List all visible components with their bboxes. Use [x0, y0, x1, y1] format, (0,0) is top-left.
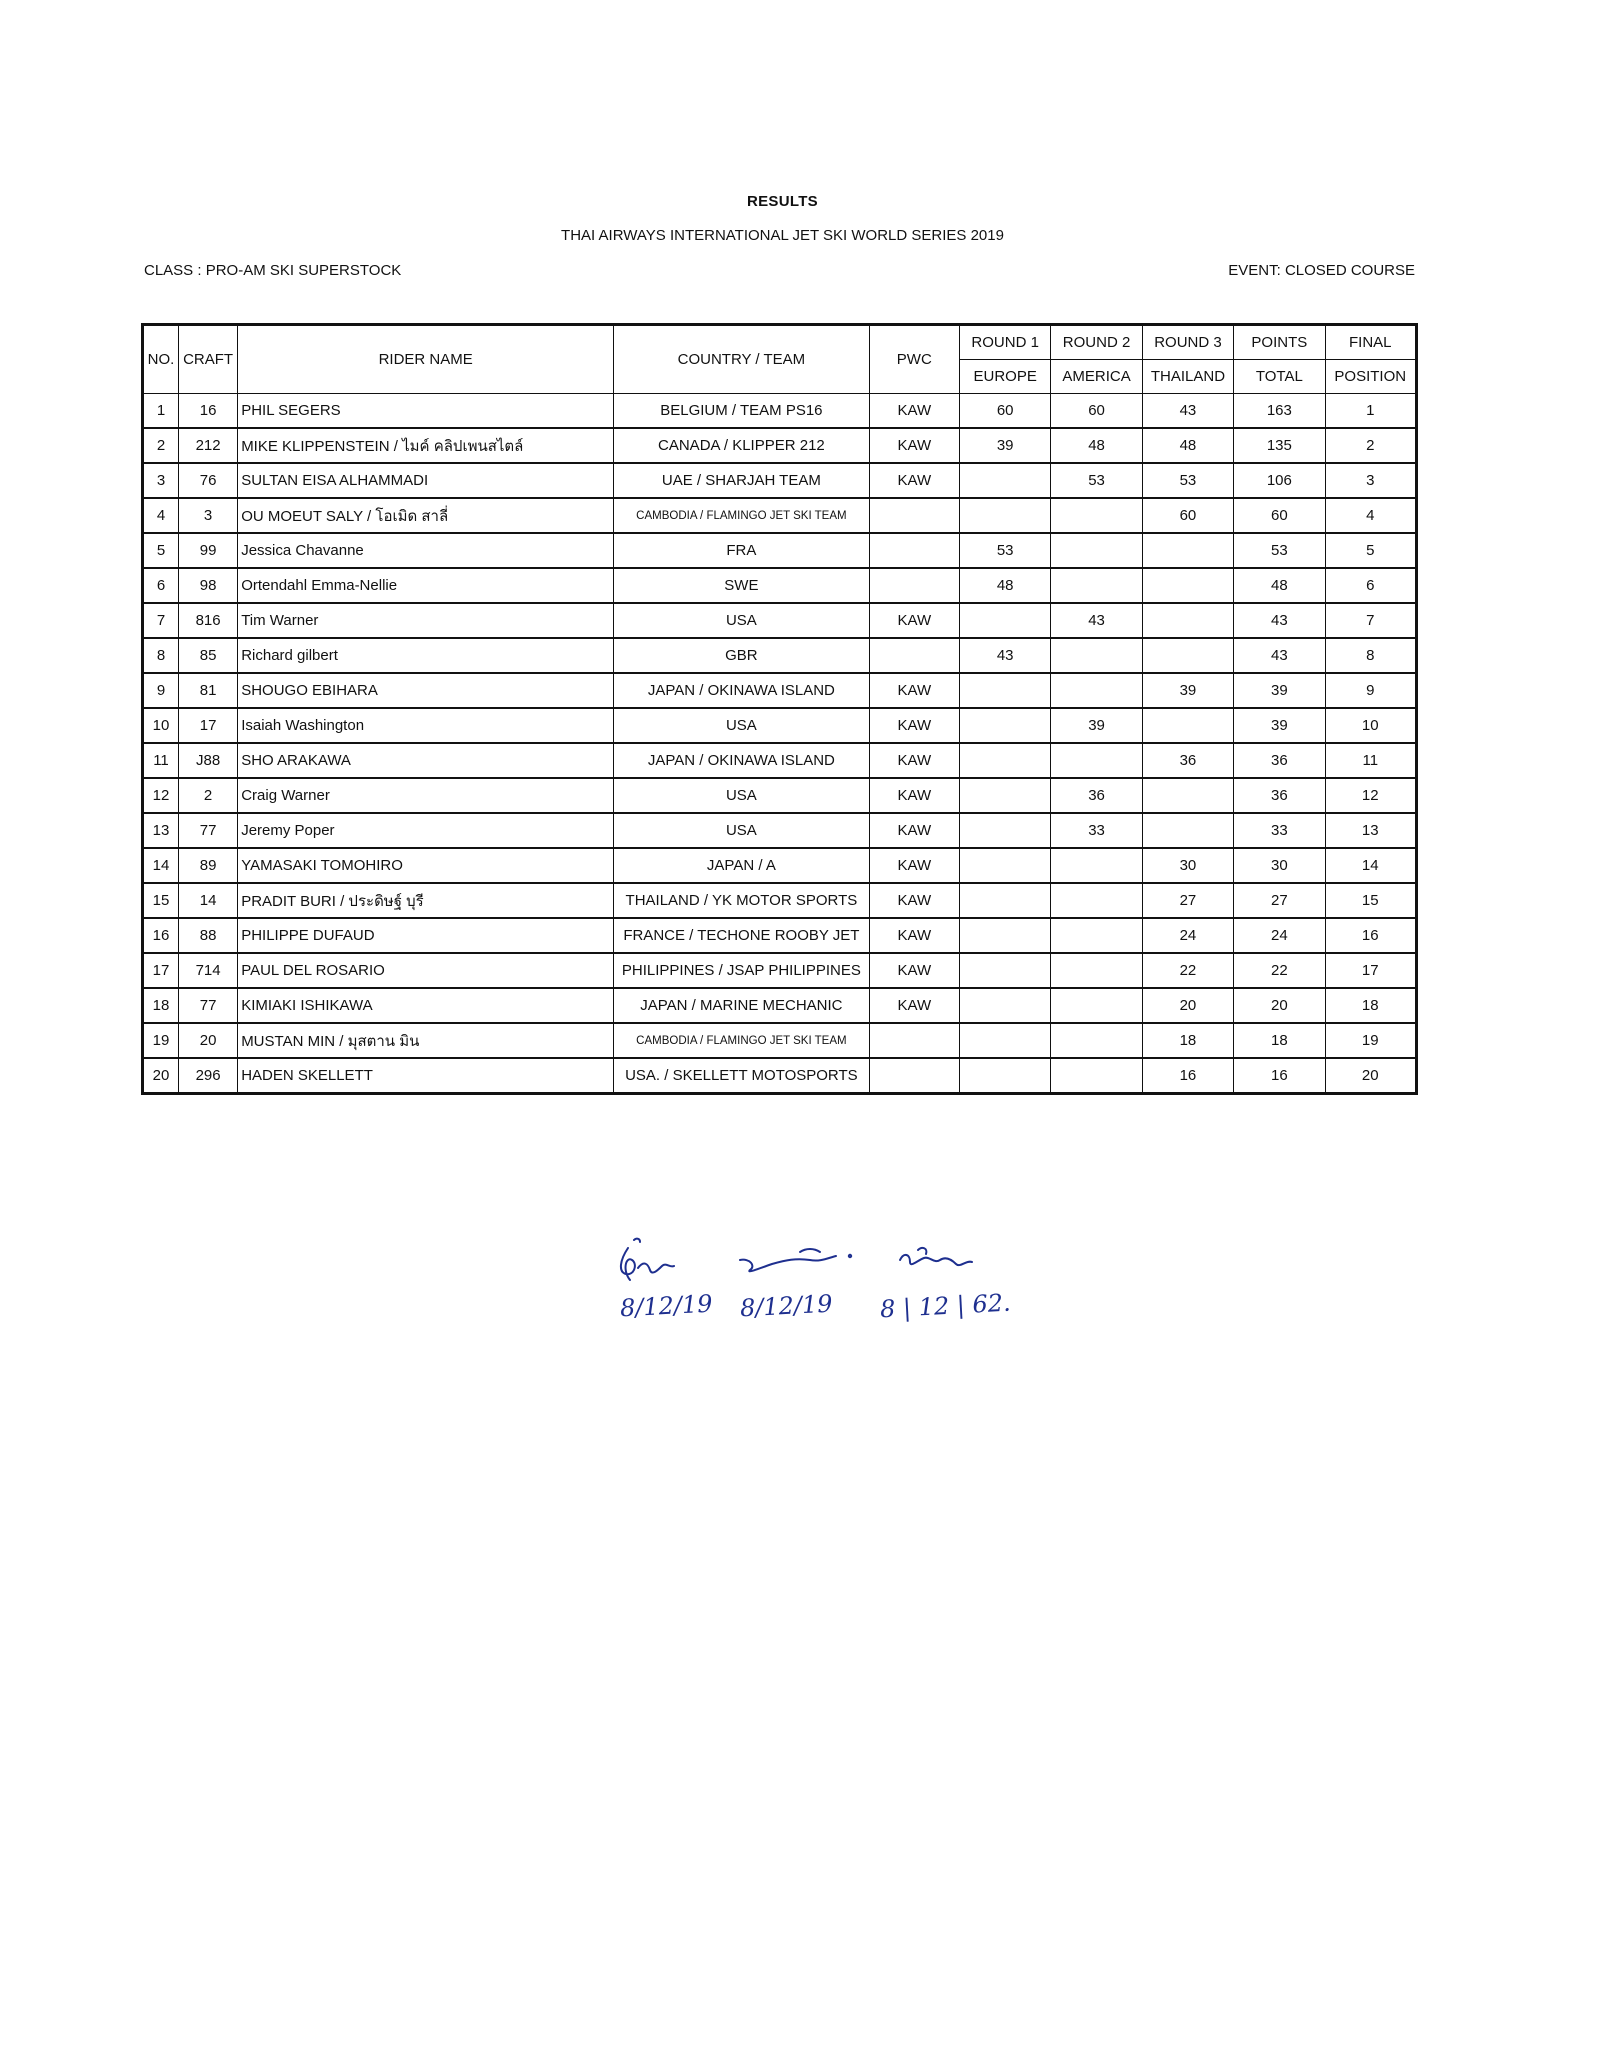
- cell-round3: 16: [1142, 1058, 1233, 1094]
- cell-points-total: 48: [1234, 568, 1325, 603]
- cell-pwc: KAW: [869, 603, 959, 638]
- cell-rider-name: Craig Warner: [238, 778, 614, 813]
- signature-date: 8/12/19: [619, 1289, 714, 1323]
- cell-final-position: 9: [1325, 673, 1416, 708]
- table-row: [143, 1023, 1417, 1058]
- cell-rider-name: SULTAN EISA ALHAMMADI: [238, 463, 614, 498]
- cell-no: 2: [143, 428, 179, 463]
- cell-country-team: USA: [614, 708, 869, 743]
- cell-round1: [959, 498, 1050, 533]
- cell-country-team: USA: [614, 603, 869, 638]
- cell-round3: [1142, 603, 1233, 638]
- cell-round3: [1142, 568, 1233, 603]
- cell-no: 5: [143, 533, 179, 568]
- cell-rider-name: Richard gilbert: [238, 638, 614, 673]
- cell-round2: [1051, 498, 1142, 533]
- cell-points-total: 22: [1234, 953, 1325, 988]
- cell-round2: [1051, 883, 1142, 918]
- cell-points-total: 106: [1234, 463, 1325, 498]
- cell-rider-name: PHILIPPE DUFAUD: [238, 918, 614, 953]
- cell-round2: [1051, 988, 1142, 1023]
- cell-country-team: USA: [614, 778, 869, 813]
- cell-final-position: 12: [1325, 778, 1416, 813]
- cell-round2: 43: [1051, 603, 1142, 638]
- table-row: [143, 708, 1417, 743]
- table-row: [143, 568, 1417, 603]
- cell-final-position: 8: [1325, 638, 1416, 673]
- cell-final-position: 19: [1325, 1023, 1416, 1058]
- header-pwc: PWC: [869, 325, 959, 394]
- cell-final-position: 6: [1325, 568, 1416, 603]
- table-row: [143, 848, 1417, 883]
- cell-points-total: 43: [1234, 638, 1325, 673]
- cell-country-team: THAILAND / YK MOTOR SPORTS: [614, 883, 869, 918]
- table-row: [143, 394, 1417, 429]
- cell-points-total: 60: [1234, 498, 1325, 533]
- cell-points-total: 135: [1234, 428, 1325, 463]
- cell-final-position: 4: [1325, 498, 1416, 533]
- cell-country-team: JAPAN / MARINE MECHANIC: [614, 988, 869, 1023]
- cell-round2: [1051, 533, 1142, 568]
- cell-points-total: 36: [1234, 778, 1325, 813]
- cell-pwc: KAW: [869, 463, 959, 498]
- cell-final-position: 2: [1325, 428, 1416, 463]
- cell-final-position: 18: [1325, 988, 1416, 1023]
- cell-round3: [1142, 778, 1233, 813]
- cell-no: 16: [143, 918, 179, 953]
- cell-country-team: JAPAN / OKINAWA ISLAND: [614, 743, 869, 778]
- cell-round3: 39: [1142, 673, 1233, 708]
- cell-craft: 77: [179, 988, 238, 1023]
- cell-rider-name: PRADIT BURI / ประดิษฐ์ บุรี: [238, 883, 614, 918]
- cell-final-position: 17: [1325, 953, 1416, 988]
- cell-pwc: KAW: [869, 778, 959, 813]
- cell-round3: 36: [1142, 743, 1233, 778]
- cell-final-position: 15: [1325, 883, 1416, 918]
- header-points-top: POINTS: [1234, 325, 1325, 360]
- cell-round3: 30: [1142, 848, 1233, 883]
- cell-final-position: 1: [1325, 394, 1416, 429]
- cell-round2: [1051, 1023, 1142, 1058]
- cell-round2: 48: [1051, 428, 1142, 463]
- header-round2-top: ROUND 2: [1051, 325, 1142, 360]
- cell-round1: [959, 953, 1050, 988]
- cell-round2: 36: [1051, 778, 1142, 813]
- cell-rider-name: YAMASAKI TOMOHIRO: [238, 848, 614, 883]
- cell-round1: [959, 883, 1050, 918]
- cell-round1: 43: [959, 638, 1050, 673]
- cell-no: 7: [143, 603, 179, 638]
- cell-round2: [1051, 743, 1142, 778]
- header-no: NO.: [143, 325, 179, 394]
- table-row: [143, 813, 1417, 848]
- cell-craft: J88: [179, 743, 238, 778]
- cell-craft: 212: [179, 428, 238, 463]
- cell-final-position: 16: [1325, 918, 1416, 953]
- event-label: EVENT: CLOSED COURSE: [1228, 262, 1415, 279]
- cell-no: 9: [143, 673, 179, 708]
- cell-craft: 714: [179, 953, 238, 988]
- cell-craft: 76: [179, 463, 238, 498]
- cell-round1: 39: [959, 428, 1050, 463]
- cell-points-total: 18: [1234, 1023, 1325, 1058]
- cell-rider-name: Jeremy Poper: [238, 813, 614, 848]
- cell-round1: [959, 1023, 1050, 1058]
- cell-country-team: PHILIPPINES / JSAP PHILIPPINES: [614, 953, 869, 988]
- cell-round3: 24: [1142, 918, 1233, 953]
- cell-final-position: 14: [1325, 848, 1416, 883]
- cell-no: 3: [143, 463, 179, 498]
- cell-rider-name: PHIL SEGERS: [238, 394, 614, 429]
- cell-round1: 60: [959, 394, 1050, 429]
- cell-pwc: KAW: [869, 708, 959, 743]
- cell-craft: 81: [179, 673, 238, 708]
- table-row: [143, 673, 1417, 708]
- cell-no: 13: [143, 813, 179, 848]
- cell-country-team: CANADA / KLIPPER 212: [614, 428, 869, 463]
- cell-round2: [1051, 1058, 1142, 1094]
- cell-round1: [959, 603, 1050, 638]
- cell-craft: 89: [179, 848, 238, 883]
- table-row: [143, 428, 1417, 463]
- cell-rider-name: HADEN SKELLETT: [238, 1058, 614, 1094]
- cell-pwc: [869, 533, 959, 568]
- cell-round2: [1051, 848, 1142, 883]
- cell-pwc: KAW: [869, 673, 959, 708]
- cell-round3: 22: [1142, 953, 1233, 988]
- cell-pwc: KAW: [869, 848, 959, 883]
- cell-no: 19: [143, 1023, 179, 1058]
- cell-no: 15: [143, 883, 179, 918]
- cell-points-total: 20: [1234, 988, 1325, 1023]
- cell-points-total: 39: [1234, 708, 1325, 743]
- cell-round1: [959, 463, 1050, 498]
- cell-pwc: [869, 1058, 959, 1094]
- header-round3-top: ROUND 3: [1142, 325, 1233, 360]
- table-row: [143, 463, 1417, 498]
- cell-rider-name: PAUL DEL ROSARIO: [238, 953, 614, 988]
- cell-round3: 53: [1142, 463, 1233, 498]
- cell-round2: 60: [1051, 394, 1142, 429]
- handwritten-signatures: [600, 1230, 1020, 1340]
- cell-craft: 98: [179, 568, 238, 603]
- cell-country-team: USA: [614, 813, 869, 848]
- cell-final-position: 5: [1325, 533, 1416, 568]
- cell-round3: [1142, 708, 1233, 743]
- cell-craft: 77: [179, 813, 238, 848]
- cell-round1: [959, 778, 1050, 813]
- cell-pwc: KAW: [869, 918, 959, 953]
- cell-rider-name: MUSTAN MIN / มุสตาน มิน: [238, 1023, 614, 1058]
- table-row: [143, 603, 1417, 638]
- header-round2-bottom: AMERICA: [1051, 360, 1142, 394]
- cell-points-total: 27: [1234, 883, 1325, 918]
- header-final-top: FINAL: [1325, 325, 1416, 360]
- cell-pwc: KAW: [869, 428, 959, 463]
- cell-no: 6: [143, 568, 179, 603]
- cell-no: 20: [143, 1058, 179, 1094]
- cell-pwc: KAW: [869, 953, 959, 988]
- cell-no: 14: [143, 848, 179, 883]
- cell-country-team: JAPAN / OKINAWA ISLAND: [614, 673, 869, 708]
- cell-rider-name: Tim Warner: [238, 603, 614, 638]
- table-row: [143, 743, 1417, 778]
- cell-craft: 17: [179, 708, 238, 743]
- cell-points-total: 16: [1234, 1058, 1325, 1094]
- cell-pwc: KAW: [869, 743, 959, 778]
- cell-pwc: [869, 568, 959, 603]
- cell-round3: 20: [1142, 988, 1233, 1023]
- cell-final-position: 11: [1325, 743, 1416, 778]
- cell-craft: 296: [179, 1058, 238, 1094]
- cell-no: 10: [143, 708, 179, 743]
- cell-round3: 60: [1142, 498, 1233, 533]
- cell-round2: [1051, 638, 1142, 673]
- cell-final-position: 3: [1325, 463, 1416, 498]
- cell-round1: [959, 813, 1050, 848]
- cell-round3: [1142, 813, 1233, 848]
- results-table: [141, 323, 1418, 1095]
- cell-round1: [959, 708, 1050, 743]
- cell-rider-name: Jessica Chavanne: [238, 533, 614, 568]
- cell-country-team: SWE: [614, 568, 869, 603]
- cell-craft: 816: [179, 603, 238, 638]
- cell-pwc: [869, 498, 959, 533]
- cell-points-total: 163: [1234, 394, 1325, 429]
- header-final-bottom: POSITION: [1325, 360, 1416, 394]
- table-header: [143, 325, 1417, 394]
- table-row: [143, 498, 1417, 533]
- table-row: [143, 953, 1417, 988]
- cell-craft: 20: [179, 1023, 238, 1058]
- cell-final-position: 13: [1325, 813, 1416, 848]
- cell-round1: [959, 1058, 1050, 1094]
- cell-round2: [1051, 953, 1142, 988]
- cell-country-team: USA. / SKELLETT MOTOSPORTS: [614, 1058, 869, 1094]
- cell-country-team: GBR: [614, 638, 869, 673]
- cell-round1: [959, 673, 1050, 708]
- cell-round3: 27: [1142, 883, 1233, 918]
- cell-points-total: 30: [1234, 848, 1325, 883]
- cell-points-total: 43: [1234, 603, 1325, 638]
- class-label: CLASS : PRO-AM SKI SUPERSTOCK: [144, 262, 402, 279]
- table-row: [143, 988, 1417, 1023]
- cell-no: 17: [143, 953, 179, 988]
- cell-no: 4: [143, 498, 179, 533]
- cell-final-position: 7: [1325, 603, 1416, 638]
- table-row: [143, 638, 1417, 673]
- cell-rider-name: MIKE KLIPPENSTEIN / ไมค์ คลิปเพนสไตล์: [238, 428, 614, 463]
- header-country-team: COUNTRY / TEAM: [614, 325, 869, 394]
- cell-rider-name: SHOUGO EBIHARA: [238, 673, 614, 708]
- cell-rider-name: SHO ARAKAWA: [238, 743, 614, 778]
- cell-round1: [959, 988, 1050, 1023]
- cell-no: 1: [143, 394, 179, 429]
- cell-round2: [1051, 673, 1142, 708]
- cell-round2: 39: [1051, 708, 1142, 743]
- cell-pwc: KAW: [869, 988, 959, 1023]
- cell-pwc: KAW: [869, 883, 959, 918]
- signature-date: 8 | 12 | 62.: [879, 1288, 1012, 1324]
- cell-round1: 48: [959, 568, 1050, 603]
- cell-round3: 43: [1142, 394, 1233, 429]
- cell-craft: 16: [179, 394, 238, 429]
- cell-no: 8: [143, 638, 179, 673]
- cell-points-total: 33: [1234, 813, 1325, 848]
- cell-pwc: KAW: [869, 813, 959, 848]
- cell-craft: 88: [179, 918, 238, 953]
- table-row: [143, 778, 1417, 813]
- header-round1-top: ROUND 1: [959, 325, 1050, 360]
- document-subtitle: THAI AIRWAYS INTERNATIONAL JET SKI WORLD SERIES 2019: [561, 227, 1004, 244]
- document-title: RESULTS: [747, 193, 818, 210]
- table-row: [143, 1058, 1417, 1094]
- cell-pwc: [869, 638, 959, 673]
- cell-rider-name: Isaiah Washington: [238, 708, 614, 743]
- cell-round1: [959, 743, 1050, 778]
- cell-pwc: [869, 1023, 959, 1058]
- cell-rider-name: Ortendahl Emma-Nellie: [238, 568, 614, 603]
- cell-round3: [1142, 638, 1233, 673]
- header-rider-name: RIDER NAME: [238, 325, 614, 394]
- cell-craft: 85: [179, 638, 238, 673]
- cell-country-team: FRA: [614, 533, 869, 568]
- cell-final-position: 10: [1325, 708, 1416, 743]
- cell-round3: [1142, 533, 1233, 568]
- cell-country-team: UAE / SHARJAH TEAM: [614, 463, 869, 498]
- signatures-block: [600, 1230, 1020, 1340]
- cell-points-total: 53: [1234, 533, 1325, 568]
- header-points-bottom: TOTAL: [1234, 360, 1325, 394]
- cell-craft: 14: [179, 883, 238, 918]
- cell-no: 11: [143, 743, 179, 778]
- cell-country-team: JAPAN / A: [614, 848, 869, 883]
- cell-round2: 53: [1051, 463, 1142, 498]
- cell-country-team: FRANCE / TECHONE ROOBY JET: [614, 918, 869, 953]
- cell-no: 18: [143, 988, 179, 1023]
- cell-round3: 18: [1142, 1023, 1233, 1058]
- cell-rider-name: KIMIAKI ISHIKAWA: [238, 988, 614, 1023]
- cell-country-team: CAMBODIA / FLAMINGO JET SKI TEAM: [614, 498, 869, 533]
- cell-points-total: 39: [1234, 673, 1325, 708]
- cell-country-team: BELGIUM / TEAM PS16: [614, 394, 869, 429]
- header-craft: CRAFT: [179, 325, 238, 394]
- header-round1-bottom: EUROPE: [959, 360, 1050, 394]
- cell-country-team: CAMBODIA / FLAMINGO JET SKI TEAM: [614, 1023, 869, 1058]
- cell-round2: [1051, 918, 1142, 953]
- signature-date: 8/12/19: [739, 1289, 834, 1323]
- cell-no: 12: [143, 778, 179, 813]
- cell-round2: [1051, 568, 1142, 603]
- table-row: [143, 533, 1417, 568]
- table-row: [143, 918, 1417, 953]
- cell-points-total: 36: [1234, 743, 1325, 778]
- cell-round1: [959, 848, 1050, 883]
- header-round3-bottom: THAILAND: [1142, 360, 1233, 394]
- cell-round3: 48: [1142, 428, 1233, 463]
- table-body: [143, 394, 1417, 1094]
- cell-round1: 53: [959, 533, 1050, 568]
- cell-pwc: KAW: [869, 394, 959, 429]
- cell-craft: 2: [179, 778, 238, 813]
- cell-round1: [959, 918, 1050, 953]
- cell-points-total: 24: [1234, 918, 1325, 953]
- table-row: [143, 883, 1417, 918]
- cell-rider-name: OU MOEUT SALY / โอเมิด สาลี่: [238, 498, 614, 533]
- cell-craft: 99: [179, 533, 238, 568]
- cell-craft: 3: [179, 498, 238, 533]
- cell-round2: 33: [1051, 813, 1142, 848]
- cell-final-position: 20: [1325, 1058, 1416, 1094]
